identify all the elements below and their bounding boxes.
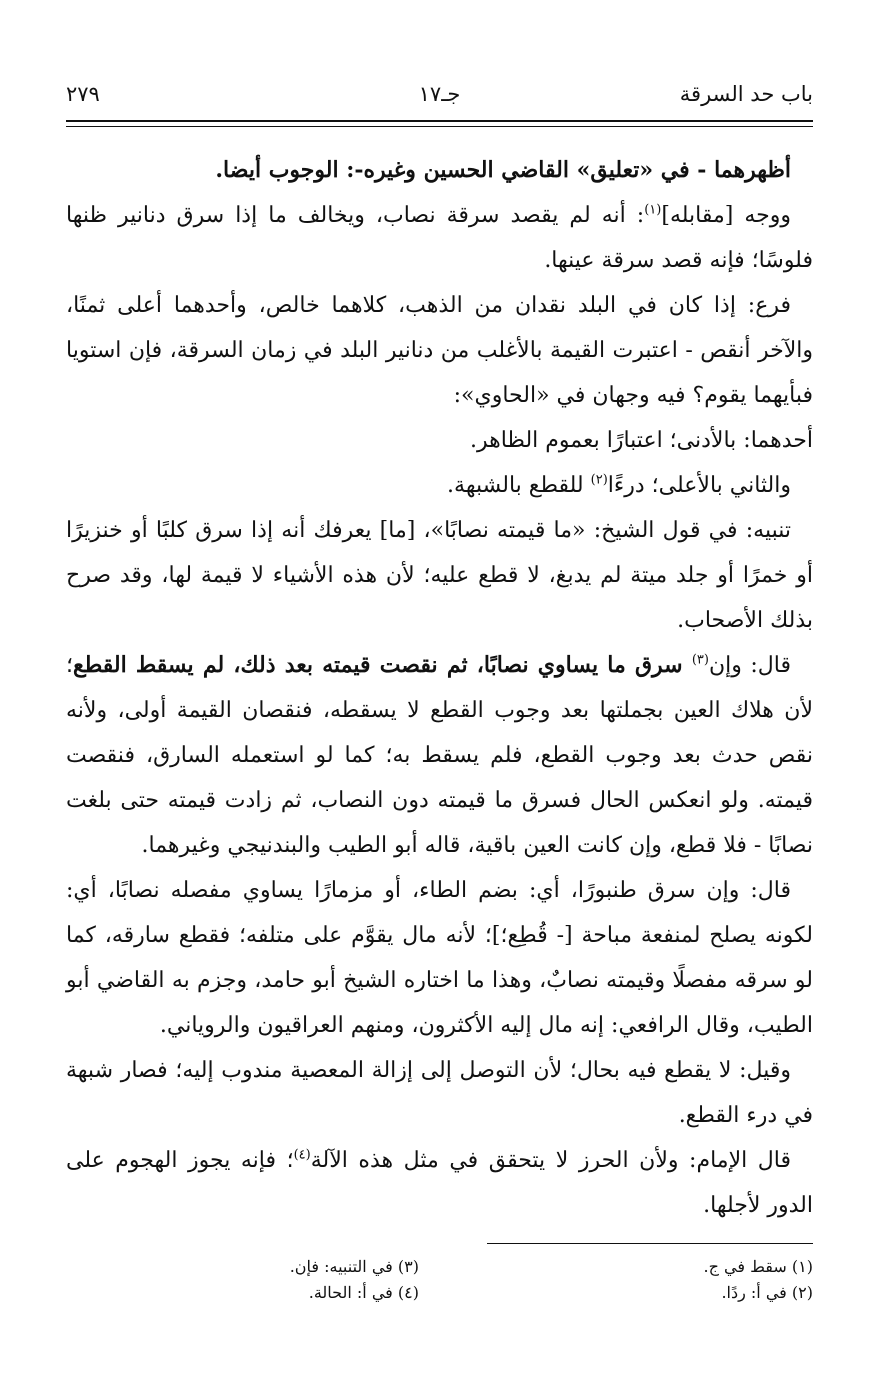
header-rule (66, 120, 813, 122)
paragraph (66, 1138, 813, 1228)
footnote-3: (٣) في التنبيه: فإن. (289, 1257, 419, 1276)
paragraph (66, 148, 813, 193)
paragraph (66, 868, 813, 1048)
paragraph-text: أحدهما: بالأدنى؛ اعتبارًا بعموم الظاهر. (470, 428, 813, 453)
header-rule-thin (66, 126, 813, 127)
bold-text: أظهرهما - في «تعليق» القاضي الحسين وغيره-: الوجوب أيضا. (215, 157, 791, 183)
paragraph-text: وقيل: لا يقطع فيه بحال؛ لأن التوصل إلى إزالة المعصية مندوب إليه؛ فصار شبهة في درء القطع. (66, 1058, 813, 1128)
main-text (66, 148, 813, 1228)
paragraph-text: قال: وإن سرق طنبورًا، أي: بضم الطاء، أو مزمارًا يساوي مفصله نصابًا، أي: لكونه يصلح لمنفعة مباحة [- قُطِع؛]؛ لأنه مال يقوَّم على متلفه؛ فقطع سارقه، كما لو سرقه مفصلًا وقيمته نصابٌ، وهذا ما اختاره الشيخ أبو حامد، وجزم به القاضي أبو الطيب، وقال الرافعي: إنه مال إليه الأكثرون، ومنهم العراقيون والروياني. (66, 878, 813, 1038)
chapter-title: باب حد السرقة (679, 82, 813, 106)
paragraph-text: ؛ فإنه يجوز الهجوم على الدور لأجلها. (66, 1148, 813, 1218)
footnote-4: (٤) في أ: الحالة. (308, 1283, 419, 1302)
footnote-2: (٢) في أ: ردًا. (721, 1283, 813, 1302)
footnote-ref: (٣) (691, 652, 709, 668)
footnote-ref: (٤) (293, 1147, 311, 1163)
paragraph-text: للقطع بالشبهة. (447, 473, 591, 498)
footnote-ref: (١) (644, 202, 662, 218)
paragraph-text: فرع: إذا كان في البلد نقدان من الذهب، كلاهما خالص، وأحدهما أعلى ثمنًا، والآخر أنقص - اعتبرت القيمة بالأغلب من دنانير البلد في زمان السرقة، فإن استويا فبأيهما يقوم؟ فيه وجهان في «الحاوي»: (66, 293, 813, 408)
page-number: ٢٧٩ (66, 82, 100, 106)
paragraph (66, 193, 813, 283)
paragraph (66, 418, 813, 463)
paragraph (66, 643, 813, 868)
footnote-1: (١) سقط في ج. (703, 1257, 813, 1276)
paragraph (66, 283, 813, 418)
footnote-rule (487, 1243, 813, 1244)
paragraph-text: ووجه [مقابله] (661, 203, 791, 228)
paragraph-text: : أنه لم يقصد سرقة نصاب، ويخالف ما إذا سرق دنانير ظنها فلوسًا؛ فإنه قصد سرقة عينها. (66, 203, 813, 273)
paragraph-text: ؛ لأن هلاك العين بجملتها بعد وجوب القطع لا يسقطه، فنقصان القيمة أولى، ولأنه نقص حدث بعد وجوب القطع، فلم يسقط به؛ كما لو استعمله السارق، فنقصت قيمته. ولو انعكس الحال فسرق ما قيمته دون النصاب، ثم زادت قيمته حتى بلغت نصابًا - فلا قطع، وإن كانت العين باقية، قاله أبو الطيب والبندنيجي وغيرهما. (66, 653, 814, 858)
volume-label: جـ١٧ (418, 82, 461, 106)
paragraph (66, 508, 813, 643)
paragraph-text: قال الإمام: ولأن الحرز لا يتحقق في مثل هذه الآلة (310, 1148, 791, 1173)
paragraph-text: تنبيه: في قول الشيخ: «ما قيمته نصابًا»، [ما] يعرفك أنه إذا سرق كلبًا أو خنزيرًا أو خمرًا أو جلد ميتة لم يدبغ، لا قطع عليه؛ لأن هذه الأشياء لا قيمة لها، وقد صرح بذلك الأصحاب. (66, 518, 813, 633)
paragraph-text: والثاني بالأعلى؛ درءًا (607, 473, 791, 498)
paragraph-text: قال: وإن (708, 653, 791, 678)
paragraph (66, 1048, 813, 1138)
bold-text: سرق ما يساوي نصابًا، ثم نقصت قيمته بعد ذلك، لم يسقط القطع (73, 652, 692, 678)
running-header (66, 82, 813, 122)
footnote-ref: (٢) (590, 472, 608, 488)
paragraph (66, 463, 813, 508)
